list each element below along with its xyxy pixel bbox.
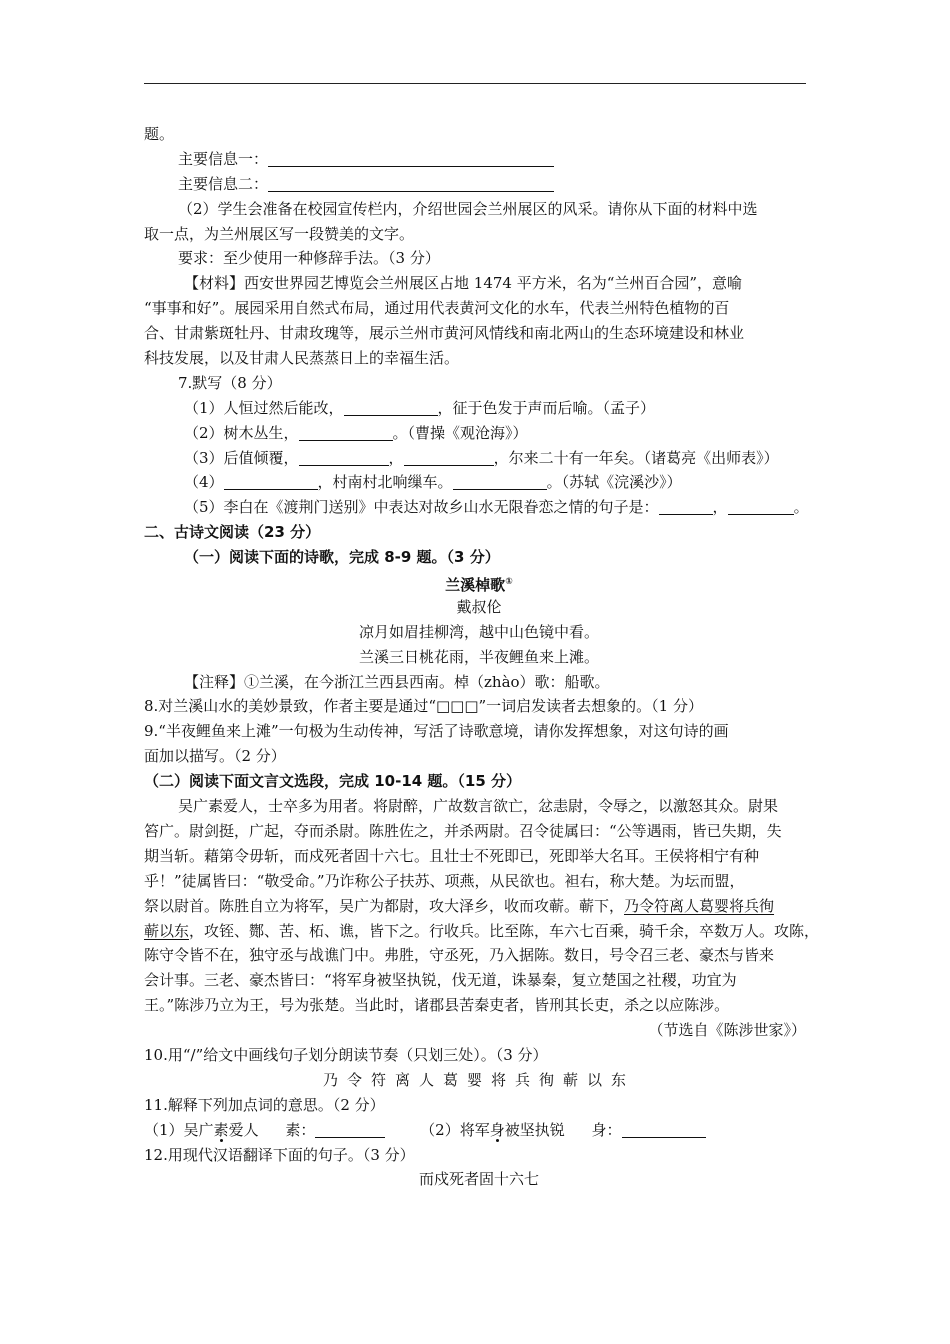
info-line-1: 主要信息一：: [144, 147, 814, 172]
answer-blank[interactable]: [728, 497, 794, 515]
answer-blank[interactable]: [299, 423, 393, 441]
poem-line: 兰溪三日桃花雨，半夜鲤鱼来上滩。: [358, 647, 599, 666]
passage-line: 蕲以东，攻铚、酂、苦、柘、谯，皆下之。行收兵。比至陈，车六七百乘，骑千余，卒数万人。攻陈，: [144, 921, 820, 940]
answer-blank[interactable]: [224, 472, 318, 490]
passage-line: 期当斩。藉第令毋斩，而戍死者固十六七。且壮士不死即已，死即举大名耳。王侯将相宁有种: [144, 846, 760, 865]
q7-item-3: （3）后值倾覆， ， ，尔来二十有一年矣。（诸葛亮《出师表》）: [184, 448, 779, 467]
info-line-2: 主要信息二：: [144, 172, 814, 197]
material-line: 科技发展，以及甘肃人民蒸蒸日上的幸福生活。: [144, 349, 460, 368]
poem-line: 凉月如眉挂柳湾，越中山色镜中看。: [358, 622, 599, 641]
q7-item-2: （2）树木丛生， 。（曹操《观沧海》）: [184, 423, 528, 442]
passage-line: 笞广。尉剑挺，广起，夺而杀尉。陈胜佐之，并杀两尉。召令徒属曰：“公等遇雨，皆已失期，失: [144, 821, 782, 840]
text-line: 题。: [144, 125, 175, 143]
part-1-title: （一）阅读下面的诗歌，完成 8-9 题。（3 分）: [184, 548, 500, 567]
q7-item-5: （5）李白在《渡荆门送别》中表达对故乡山水无限眷恋之情的句子是： ， 。: [184, 498, 809, 517]
answer-blank[interactable]: [659, 497, 713, 515]
underlined-sentence: 乃令符离人葛婴将兵徇: [624, 896, 775, 915]
text-line: （2）学生会准备在校园宣传栏内，介绍世园会兰州展区的风采。请你从下面的材料中选: [178, 199, 758, 218]
part-2-title: （二）阅读下面文言文选段，完成 10-14 题。（15 分）: [144, 772, 522, 791]
poem-title: 兰溪棹歌①: [445, 576, 513, 595]
text-line: 要求：至少使用一种修辞手法。（3 分）: [178, 249, 440, 268]
answer-blank[interactable]: [453, 472, 547, 490]
q11-items: （1）吴广素爱人 素： （2）将军身被坚执锐 身：: [144, 1118, 814, 1143]
material-line: 合、甘肃紫斑牡丹、甘肃玫瑰等，展示兰州市黄河风情线和南北两山的生态环境建设和林业: [144, 324, 745, 343]
q12-sentence: 而戍死者固十六七: [418, 1170, 539, 1189]
answer-blank[interactable]: [622, 1120, 706, 1138]
header-rule: [144, 83, 806, 84]
passage-line: 乎！”徒属皆曰：“敬受命。”乃诈称公子扶苏、项燕，从民欲也。袒右，称大楚。为坛而盟，: [144, 871, 745, 890]
answer-blank[interactable]: [268, 149, 554, 167]
passage-line: 陈守令皆不在，独守丞与战谯门中。弗胜，守丞死，乃入据陈。数日，号令召三老、豪杰与皆来: [144, 946, 775, 965]
material-line: “事事和好”。展园采用自然式布局，通过用代表黄河文化的水车，代表兰州特色植物的百: [144, 299, 730, 318]
answer-blank[interactable]: [268, 174, 554, 192]
q7-title: 7.默写（8 分）: [178, 373, 282, 392]
q12-title: 12.用现代汉语翻译下面的句子。（3 分）: [144, 1145, 415, 1164]
passage-line: 吴广素爱人，士卒多为用者。将尉醉，广故数言欲亡，忿恚尉，令辱之，以激怒其众。尉果: [178, 797, 779, 816]
underlined-sentence: 蕲以东: [144, 921, 190, 940]
section-2-title: 二、古诗文阅读（23 分）: [144, 523, 321, 542]
q9-line: 面加以描写。（2 分）: [144, 747, 286, 766]
passage-source: （节选自《陈涉世家》）: [648, 1021, 806, 1040]
q9-line: 9.“半夜鲤鱼来上滩”一句极为生动传神，写活了诗歌意境，请你发挥想象，对这句诗的画: [144, 722, 729, 741]
passage-line: 会计事。三老、豪杰皆曰：“将军身被坚执锐，伐无道，诛暴秦，复立楚国之社稷，功宜为: [144, 971, 737, 990]
poem-note: 【注释】①兰溪，在今浙江兰西县西南。棹（zhào）歌：船歌。: [184, 672, 610, 691]
dotted-word: 素: [213, 1120, 229, 1139]
answer-blank[interactable]: [344, 398, 438, 416]
passage-line: 王。”陈涉乃立为王，号为张楚。当此时，诸郡县苦秦吏者，皆刑其长吏，杀之以应陈涉。: [144, 996, 730, 1015]
q7-item-4: （4） ，村南村北响缫车。 。（苏轼《浣溪沙》）: [184, 473, 682, 492]
passage-line: 祭以尉首。陈胜自立为将军，吴广为都尉，攻大泽乡，收而攻蕲。蕲下，乃令符离人葛婴将兵徇: [144, 896, 775, 915]
answer-blank[interactable]: [315, 1120, 385, 1138]
answer-blank[interactable]: [299, 448, 389, 466]
page-content: [144, 122, 820, 1192]
answer-blank[interactable]: [404, 448, 494, 466]
q10-title: 10.用“/”给文中画线句子划分朗读节奏（只划三处）。（3 分）: [144, 1045, 548, 1064]
dotted-word: 身: [489, 1120, 505, 1139]
poem-author: 戴叔伦: [456, 597, 502, 616]
text-line: 取一点，为兰州展区写一段赞美的文字。: [144, 224, 415, 243]
q11-title: 11.解释下列加点词的意思。（2 分）: [144, 1095, 385, 1114]
q10-sentence: 乃令符离人葛婴将兵徇蕲以东: [322, 1070, 635, 1089]
q8: 8.对兰溪山水的美妙景致，作者主要是通过“□□□”一词启发读者去想象的。（1 分）: [144, 697, 703, 716]
material-line: 【材料】西安世界园艺博览会兰州展区占地 1474 平方米，名为“兰州百合园”，意喻: [184, 274, 743, 293]
q7-item-1: （1）人恒过然后能改， ，征于色发于声而后喻。（孟子）: [184, 398, 656, 417]
